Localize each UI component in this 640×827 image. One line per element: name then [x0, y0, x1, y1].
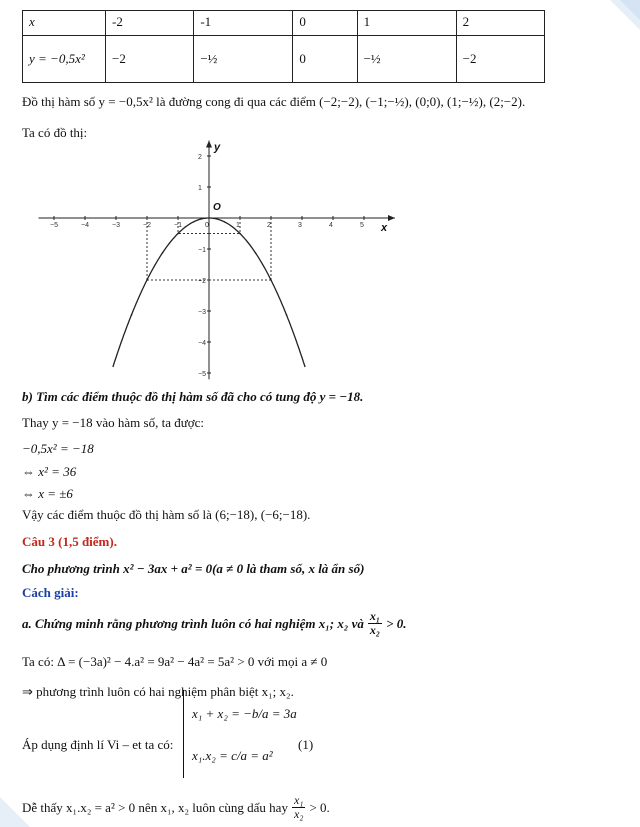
table-cell: −2 — [456, 36, 544, 83]
data-point — [177, 233, 179, 235]
y-tick-label: 2 — [198, 154, 202, 161]
x-tick-label: 1 — [236, 222, 240, 229]
question-3-statement: Cho phương trình x² − 3ax + a² = 0(a ≠ 0 là tham số, x là ẩn số) — [22, 561, 365, 576]
fraction-denominator: x₂ — [369, 623, 381, 637]
ratio-fraction — [368, 610, 382, 637]
x-tick-label: −4 — [81, 222, 89, 229]
data-point — [224, 221, 226, 223]
vieta-system — [192, 692, 297, 776]
y-tick-label: −3 — [198, 309, 206, 316]
x-tick-label: −3 — [112, 222, 120, 229]
y-axis-label: y — [214, 141, 221, 154]
table-cell: 0 — [293, 36, 357, 83]
y-tick-label: −2 — [198, 278, 206, 285]
part-b-line: ⇔ x² = 36 — [22, 464, 77, 479]
x-tick-label: −1 — [174, 222, 182, 229]
table-cell: −2 — [106, 36, 194, 83]
table-cell: −½ — [357, 36, 456, 83]
data-point — [162, 252, 164, 254]
vieta-product: x₁.x₂ = c/a = a² — [192, 747, 273, 763]
table-cell: −½ — [194, 36, 293, 83]
parabola-chart — [0, 138, 640, 388]
x-tick-label: −5 — [50, 222, 58, 229]
final-text: Dễ thấy x₁.x₂ = a² > 0 nên x₁, x₂ luôn cùng dấu hay — [22, 799, 288, 815]
x-axis-arrow — [388, 215, 395, 221]
x-tick-label: 3 — [298, 222, 302, 229]
part-b-line: Thay y = −18 vào hàm số, ta được: — [22, 415, 205, 430]
part-b-line: −0,5x² = −18 — [22, 441, 94, 456]
solution-heading: Cách giải: — [22, 585, 79, 600]
x-tick-label: 5 — [360, 222, 364, 229]
vieta-label: Áp dụng định lí Vi – et ta có: — [22, 737, 174, 752]
part-b-conclusion: Vậy các điểm thuộc đồ thị hàm số là (6;−18), (−6;−18). — [22, 507, 311, 522]
y-tick-label: −5 — [198, 371, 206, 378]
table-cell: 1 — [357, 11, 456, 36]
data-point — [255, 252, 257, 254]
y-tick-label: −1 — [198, 247, 206, 254]
x-tick-label: 0 — [205, 222, 209, 229]
table-cell: y = −0,5x² — [23, 36, 106, 83]
corner-decoration — [580, 0, 640, 60]
implication-line: ⇒ phương trình luôn có hai nghiệm phân biệt x₁; x₂. — [22, 684, 294, 699]
fraction-numerator: x₁ — [293, 793, 304, 807]
table-cell: -2 — [106, 11, 194, 36]
x-axis-label: x — [381, 222, 388, 234]
equation-number: (1) — [298, 737, 314, 752]
part-a-text: a. Chứng minh rằng phương trình luôn có hai nghiệm x₁; x₂ và — [22, 615, 364, 631]
table-cell: 0 — [293, 11, 357, 36]
data-point — [208, 217, 210, 219]
fraction-denominator: x₂ — [293, 807, 304, 821]
data-point — [270, 279, 272, 281]
y-axis-arrow — [206, 141, 212, 148]
origin-label: O — [213, 202, 221, 213]
discriminant-line: Ta có: Δ = (−3a)² − 4.a² = 9a² − 4a² = 5a² > 0 với mọi a ≠ 0 — [22, 654, 328, 669]
part-b-line: ⇔ x = ±6 — [22, 486, 73, 501]
final-line — [22, 794, 330, 821]
data-point — [286, 314, 288, 316]
graph-intro: Ta có đồ thị: — [22, 125, 88, 140]
y-tick-label: 1 — [198, 185, 202, 192]
value-table — [22, 10, 545, 83]
table-cell: x — [23, 11, 106, 36]
vieta-sum: x₁ + x₂ = −b/a = 3a — [192, 705, 297, 721]
fraction-numerator: x₁ — [369, 609, 381, 623]
ratio-fraction — [292, 794, 306, 821]
final-tail: > 0. — [309, 799, 330, 815]
x-tick-label: 2 — [267, 222, 271, 229]
data-point — [146, 279, 148, 281]
x-tick-label: 4 — [329, 222, 333, 229]
data-point — [193, 221, 195, 223]
table-cell: -1 — [194, 11, 293, 36]
y-tick-label: −4 — [198, 340, 206, 347]
x-tick-label: −2 — [143, 222, 151, 229]
part-a-title — [22, 610, 407, 637]
question-3-title: Câu 3 (1,5 điểm). — [22, 534, 117, 549]
data-point — [239, 233, 241, 235]
points-sentence: Đồ thị hàm số y = −0,5x² là đường cong đi qua các điểm (−2;−2), (−1;−½), (0;0), (1;−½), (2;−2). — [22, 94, 526, 109]
data-point — [131, 314, 133, 316]
part-b-title: b) Tìm các điểm thuộc đồ thị hàm số đã cho có tung độ y = −18. — [22, 389, 364, 404]
part-a-tail: > 0. — [386, 615, 407, 631]
table-cell: 2 — [456, 11, 544, 36]
